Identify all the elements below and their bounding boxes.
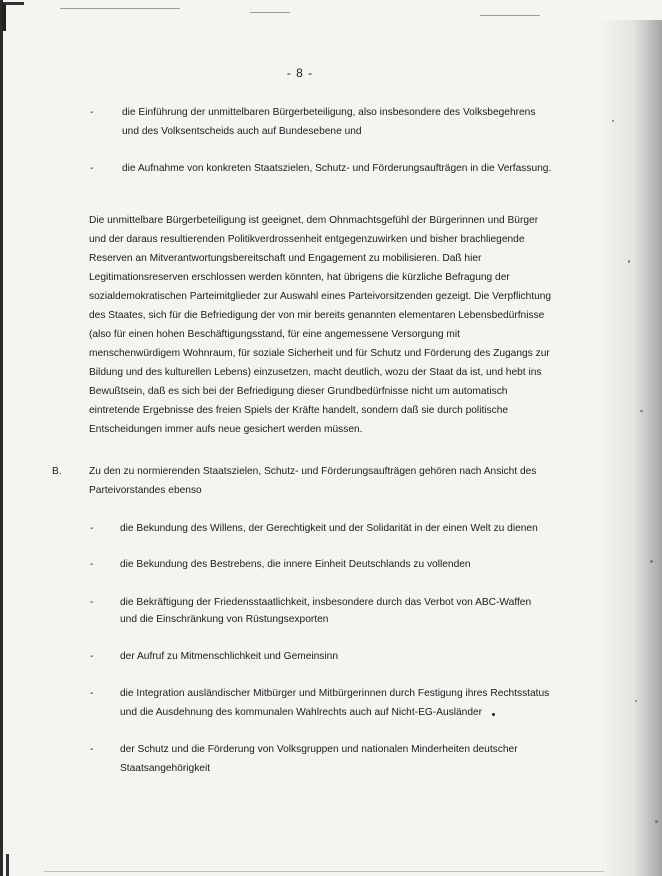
scan-noise — [60, 8, 180, 9]
list-item-line: und die Einschränkung von Rüstungsexporten — [120, 614, 329, 625]
list-item-line: die Bekundung des Bestrebens, die innere Einheit Deutschlands zu vollenden — [120, 559, 471, 570]
paragraph-line: Bildung und des kulturellen Lebens) einzusetzen, macht deutlich, wozu der Staat da ist, und hebt ins — [89, 367, 542, 378]
list-item-line: die Aufnahme von konkreten Staatszielen, Schutz- und Förderungsaufträgen in die Verfassung. — [122, 163, 552, 174]
list-item-line: Staatsangehörigkeit — [120, 763, 211, 774]
paragraph-line: menschenwürdigem Wohnraum, für soziale Sicherheit und für Schutz und Förderung des Zugangs zur — [89, 348, 550, 359]
list-item-line: und des Volksentscheids auch auf Bundesebene und — [122, 126, 362, 137]
list-item-line: die Bekräftigung der Friedensstaatlichkeit, insbesondere durch das Verbot von ABC-Waffen — [120, 597, 532, 608]
scan-speck — [655, 820, 658, 823]
paragraph-line: sozialdemokratischen Parteimitglieder zur Auswahl eines Parteivorsitzenden gezeigt. Die Verpflichtung — [89, 291, 552, 302]
scan-noise — [250, 12, 290, 13]
scan-speck — [628, 260, 630, 263]
list-bullet: - — [90, 163, 94, 174]
paragraph-line: Entscheidungen immer aufs neue gesichert werden müssen. — [89, 424, 363, 435]
paragraph-line: Die unmittelbare Bürgerbeteiligung ist geeignet, dem Ohnmachtsgefühl der Bürgerinnen und Bürger — [89, 215, 539, 226]
page-number: - 8 - — [286, 66, 314, 80]
paragraph-line: und der daraus resultierenden Politikverdrossenheit entgegenzuwirken und bisher brachliegende — [89, 234, 525, 245]
list-bullet: - — [90, 651, 94, 662]
scan-noise — [480, 15, 540, 16]
list-bullet: - — [90, 597, 94, 608]
list-item-line: die Bekundung des Willens, der Gerechtigkeit und der Solidarität in der einen Welt zu dienen — [120, 523, 538, 534]
scan-left-edge — [0, 0, 3, 876]
paragraph-line: Legitimationsreserven erschlossen werden könnten, hat übrigens die kürzliche Befragung der — [89, 272, 510, 283]
paragraph-line: Reserven an Mitverantwortungsbereitschaft und Engagement zu mobilisieren. Daß hier — [89, 253, 482, 264]
list-bullet: - — [90, 107, 94, 118]
scan-bottom-rule — [44, 871, 604, 872]
list-bullet: - — [90, 523, 94, 534]
scan-right-shadow — [600, 20, 662, 876]
section-intro-line: Parteivorstandes ebenso — [89, 485, 202, 496]
scan-speck — [492, 713, 495, 716]
list-item-line: die Einführung der unmittelbaren Bürgerbeteiligung, also insbesondere des Volksbegehrens — [122, 107, 536, 118]
list-bullet: - — [90, 744, 94, 755]
list-item-line: der Aufruf zu Mitmenschlichkeit und Gemeinsinn — [120, 651, 339, 662]
list-item-line: und die Ausdehnung des kommunalen Wahlrechts auch auf Nicht-EG-Ausländer — [120, 707, 483, 718]
scan-speck — [640, 410, 643, 412]
scan-speck — [650, 560, 653, 563]
list-bullet: - — [90, 559, 94, 570]
section-intro-line: Zu den zu normierenden Staatszielen, Schutz- und Förderungsaufträgen gehören nach Ansicht des — [89, 466, 537, 477]
paragraph-line: (also für einen hohen Beschäftigungsstand, für eine angemessene Versorgung mit — [89, 329, 460, 340]
scan-bottom-mark — [6, 854, 31, 876]
paragraph-line: des Staates, sich für die Befriedigung der von mir bereits genannten elementaren Lebensbedürfnisse — [89, 310, 545, 321]
section-label: B. — [52, 466, 62, 477]
list-bullet: - — [90, 688, 94, 699]
scan-corner-mark — [2, 2, 24, 31]
paragraph-line: eintretende Ergebnisse des freien Spiels der Kräfte handelt, sondern daß sie durch politische — [89, 405, 509, 416]
scan-speck — [612, 120, 614, 122]
scan-speck — [635, 700, 637, 702]
list-item-line: der Schutz und die Förderung von Volksgruppen und nationalen Minderheiten deutscher — [120, 744, 518, 755]
list-item-line: die Integration ausländischer Mitbürger und Mitbürgerinnen durch Festigung ihres Rechtsstatus — [120, 688, 550, 699]
paragraph-line: Bewußtsein, daß es sich bei der Befriedigung dieser Grundbedürfnisse nicht um automatisch — [89, 386, 508, 397]
